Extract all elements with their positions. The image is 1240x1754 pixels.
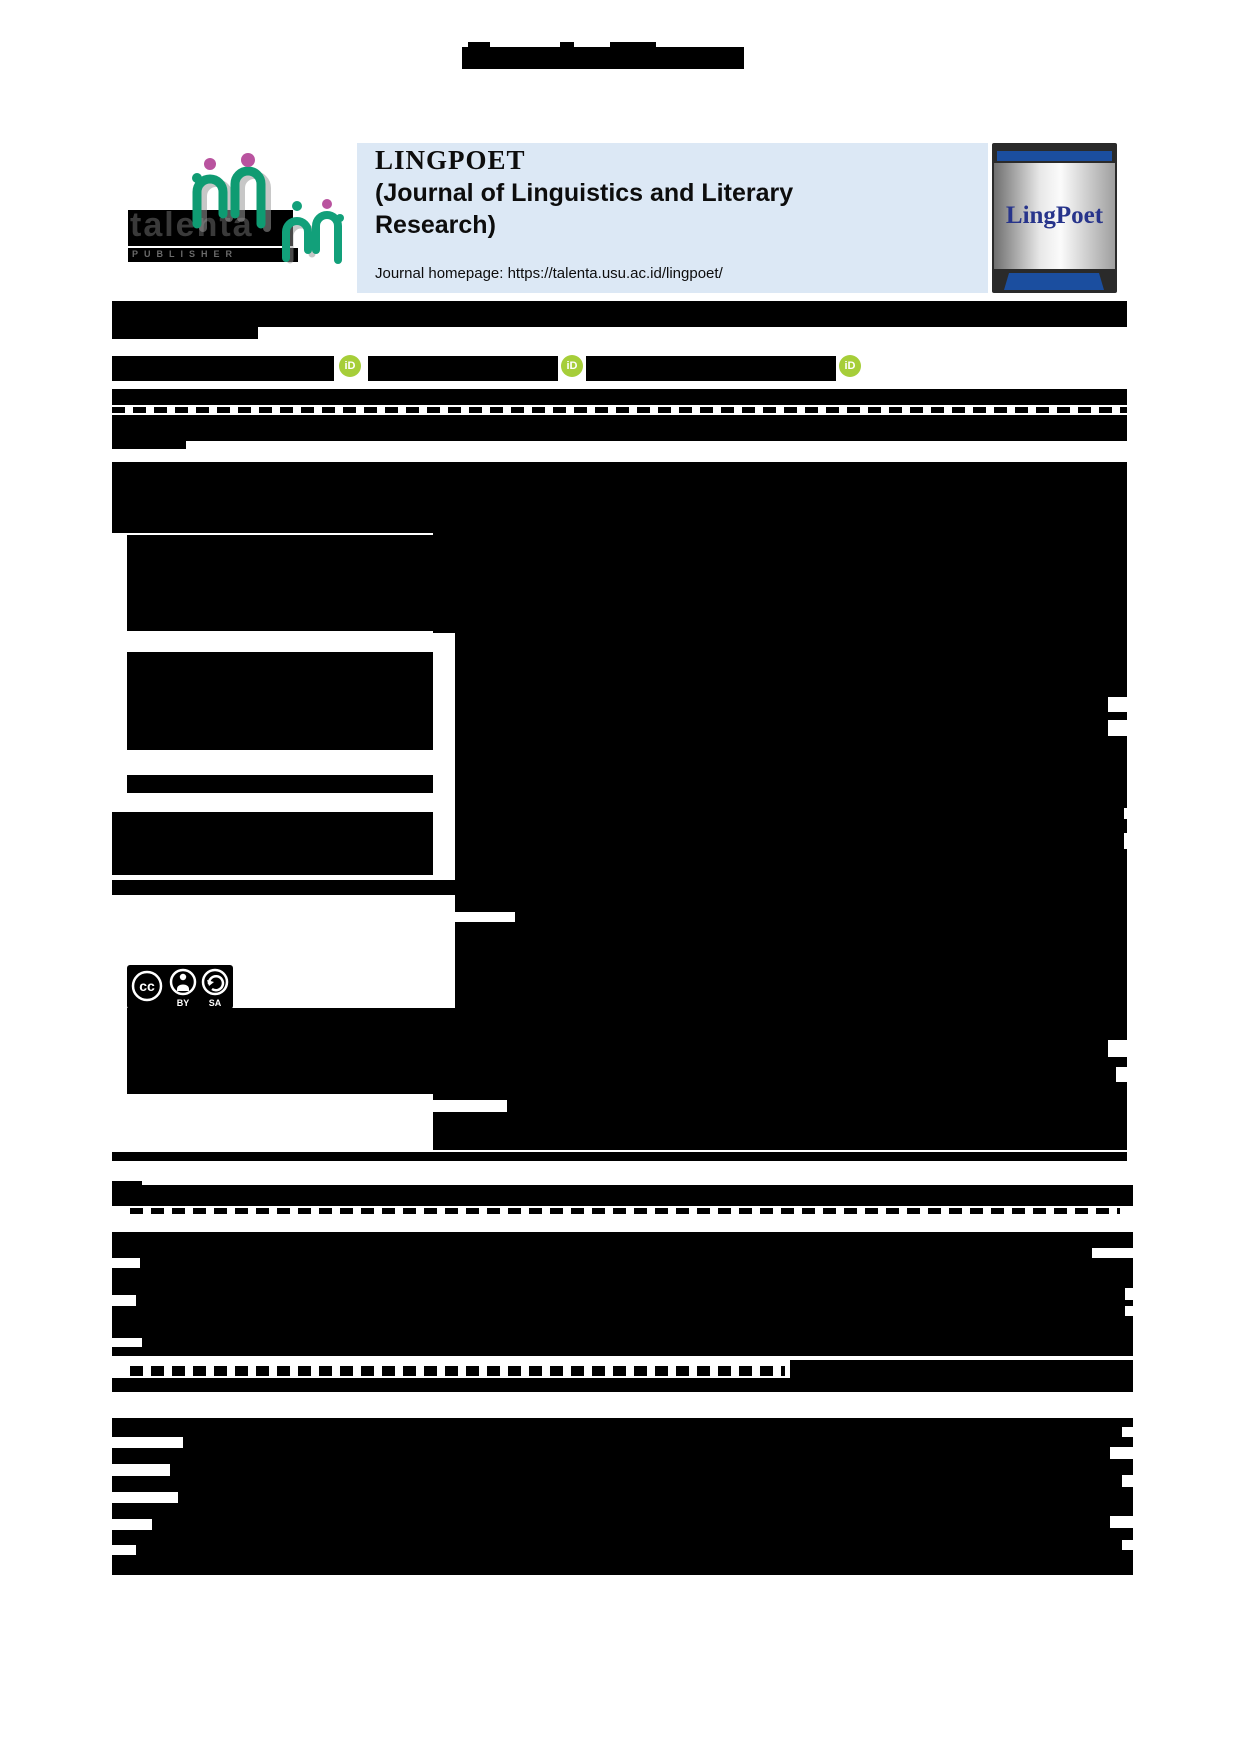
journal-title: LINGPOET <box>375 145 526 175</box>
publisher-logo <box>128 148 346 270</box>
redaction-gap <box>112 1437 183 1448</box>
redacted-affiliation <box>112 415 1127 441</box>
redacted-article-title <box>112 301 1127 327</box>
orcid-id-label: iD <box>566 360 578 372</box>
publisher-wordmark: talenta <box>130 206 254 244</box>
publisher-tagline: PUBLISHER <box>132 249 239 259</box>
redacted-text-block <box>130 1208 1120 1214</box>
redacted-affiliation <box>112 441 186 449</box>
redacted-text-block <box>433 1008 455 1150</box>
redaction-gap <box>1116 1067 1128 1082</box>
redacted-abstract <box>455 462 1127 1150</box>
redaction-gap <box>1110 1516 1133 1528</box>
redacted-text-block <box>790 1360 1133 1380</box>
redaction-gap <box>1122 1540 1133 1550</box>
redacted-paragraph <box>112 1418 1133 1575</box>
redaction-gap <box>1122 1427 1133 1437</box>
redacted-text-block <box>112 1378 1133 1392</box>
redacted-article-info <box>112 880 433 895</box>
redacted-author-name <box>586 356 836 381</box>
redacted-article-info <box>127 535 433 631</box>
redacted-article-title <box>112 327 258 339</box>
redacted-affiliation <box>112 389 1127 405</box>
journal-subtitle-line1: (Journal of Linguistics and Literary <box>375 179 794 207</box>
journal-logo-bottom-bar <box>1004 273 1104 290</box>
redaction-gap <box>112 1464 170 1476</box>
redacted-keywords <box>127 652 433 750</box>
journal-subtitle-line2: Research) <box>375 211 496 239</box>
svg-text:SA: SA <box>208 998 222 1008</box>
redaction-gap <box>1125 1288 1133 1300</box>
redaction-gap <box>112 1519 152 1530</box>
talenta-figures-icon <box>183 148 348 270</box>
journal-homepage-link[interactable]: Journal homepage: https://talenta.usu.ac.id/lingpoet/ <box>375 265 723 282</box>
orcid-id-label: iD <box>344 360 356 372</box>
orcid-id-label: iD <box>844 360 856 372</box>
redaction-gap <box>1110 1447 1133 1459</box>
journal-logo <box>992 143 1117 293</box>
cc-by-sa-license-badge[interactable] <box>127 965 233 1009</box>
redaction-gap <box>455 912 515 922</box>
redacted-text-block <box>433 880 455 895</box>
orcid-id-badge[interactable] <box>839 355 861 377</box>
redacted-paragraph <box>112 1232 1133 1356</box>
redaction-gap <box>1108 720 1128 736</box>
redacted-author-name <box>112 356 334 381</box>
redaction-gap <box>433 1100 507 1112</box>
redaction-gap <box>1122 1475 1133 1487</box>
redacted-section-heading <box>112 1185 1133 1206</box>
redaction-gap <box>112 1545 136 1555</box>
redacted-text-block <box>433 462 455 633</box>
redacted-text-block <box>112 1152 1127 1161</box>
redaction-gap <box>1124 808 1134 819</box>
redacted-text-block <box>112 407 1127 413</box>
svg-text:cc: cc <box>139 978 155 994</box>
svg-text:BY: BY <box>176 998 190 1008</box>
redaction-gap <box>1124 833 1134 849</box>
redaction-gap <box>1125 1306 1133 1316</box>
redacted-how-to-cite <box>112 812 433 875</box>
orcid-id-badge[interactable] <box>339 355 361 377</box>
redacted-author-name <box>368 356 558 381</box>
journal-logo-body <box>994 163 1115 269</box>
redaction-gap <box>112 1338 142 1347</box>
redaction-gap <box>1108 1040 1128 1057</box>
redacted-text-block <box>130 1366 785 1376</box>
redaction-gap <box>112 1258 140 1268</box>
orcid-id-badge[interactable] <box>561 355 583 377</box>
redaction-gap <box>112 1295 136 1306</box>
redacted-article-info <box>112 462 433 533</box>
journal-logo-top-bar <box>997 151 1112 161</box>
redacted-running-head <box>462 47 744 69</box>
redaction-gap <box>112 1492 178 1503</box>
redaction-gap <box>1092 1248 1133 1258</box>
journal-logo-text: LingPoet <box>1005 202 1104 229</box>
journal-masthead <box>357 143 988 293</box>
redacted-license-text <box>127 1008 433 1094</box>
redacted-article-info <box>127 775 433 793</box>
redaction-gap <box>1108 697 1128 712</box>
